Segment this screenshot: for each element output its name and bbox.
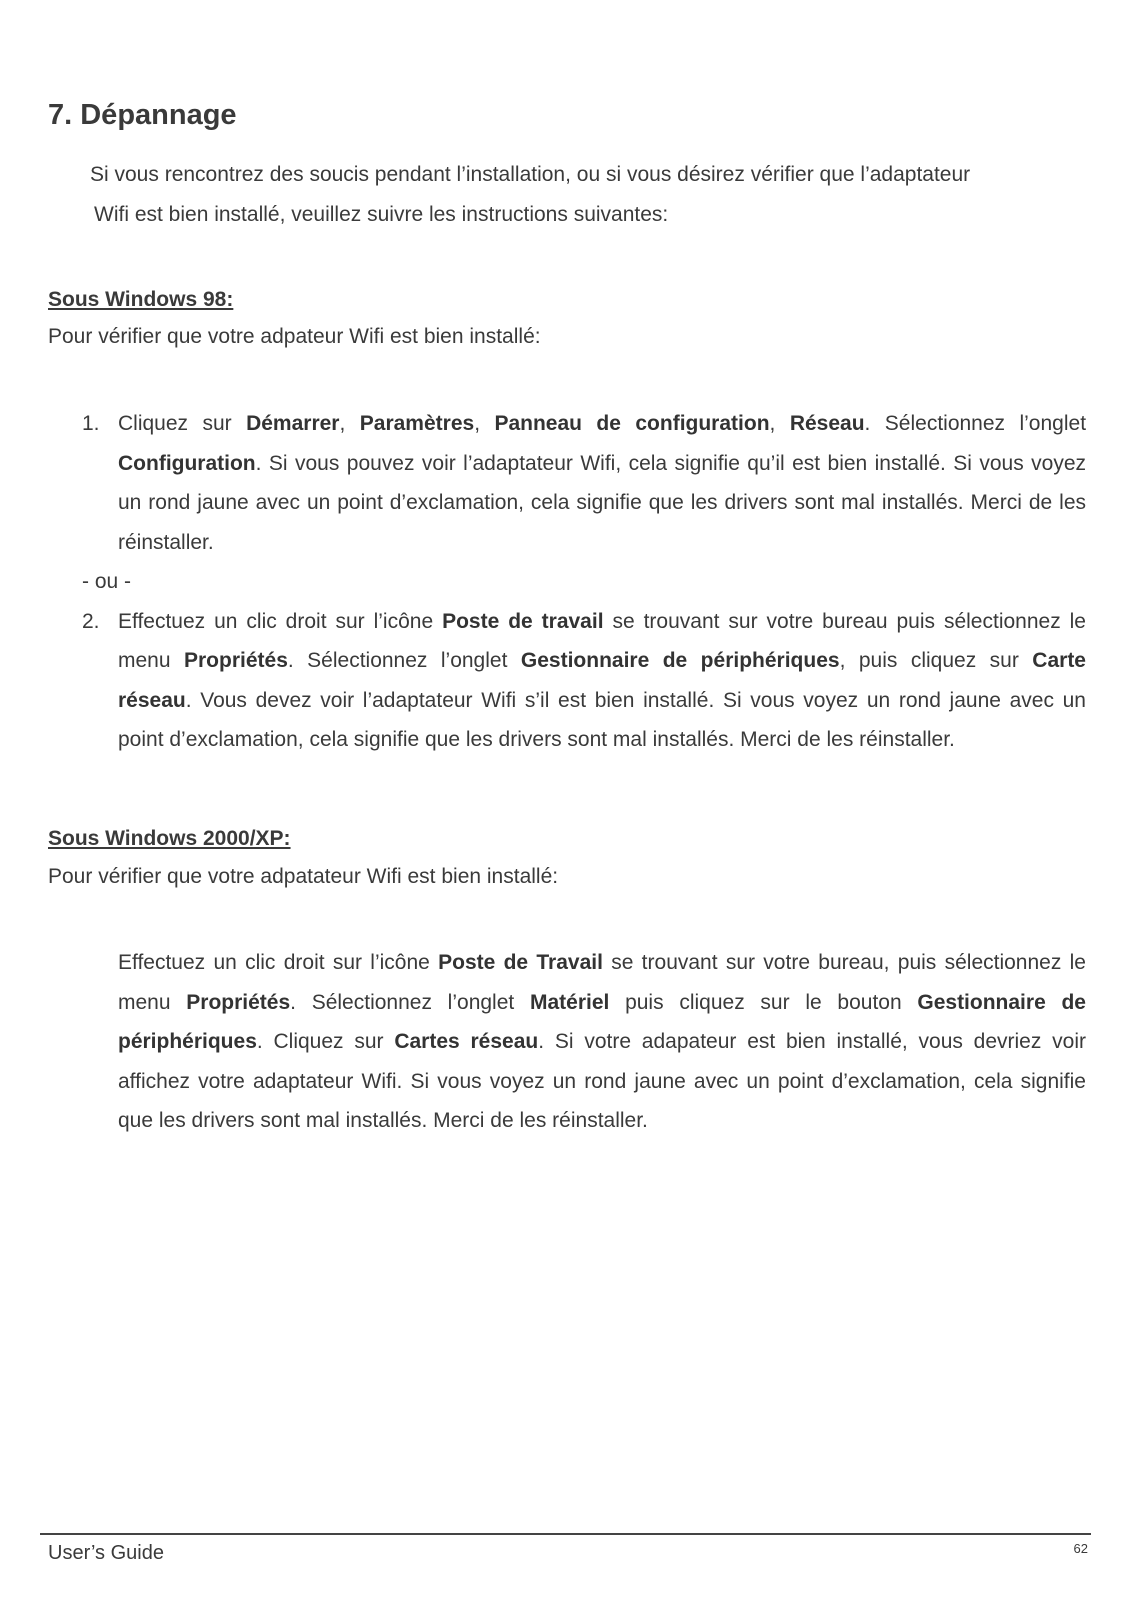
step-bold: Panneau de configuration bbox=[494, 412, 770, 435]
body-text: Effectuez un clic droit sur l’icône bbox=[118, 951, 439, 974]
step-text: , bbox=[474, 412, 495, 435]
or-separator: - ou - bbox=[82, 570, 132, 593]
body-text: . Cliquez sur bbox=[256, 1030, 395, 1053]
windows-98-steps bbox=[82, 404, 1086, 760]
step-text: . Sélectionnez l’onglet bbox=[864, 412, 1087, 435]
step-number: 1. bbox=[82, 412, 100, 435]
list-item bbox=[82, 404, 1086, 562]
step-text: Cliquez sur bbox=[118, 412, 247, 435]
windows-98-lead: Pour vérifier que votre adpateur Wifi est bien installé: bbox=[48, 325, 541, 348]
body-text: . Sélectionnez l’onglet bbox=[290, 990, 530, 1014]
body-bold: Propriétés bbox=[186, 990, 291, 1014]
step-bold: Paramètres bbox=[359, 412, 475, 435]
step-bold: Carte réseau bbox=[118, 649, 1086, 712]
step-bold: Démarrer bbox=[246, 412, 340, 435]
page-number: 62 bbox=[1073, 1541, 1088, 1556]
step-number: 2. bbox=[82, 609, 100, 633]
body-text: . Si votre adapateur est bien installé, vous devriez voir affichez votre adaptateur Wifi. Si vous voyez un rond jaune avec un point d’exclamation, cela signifie que les drivers sont mal installés. Merci de les réinstaller. bbox=[118, 1030, 1087, 1132]
intro-line-1: Si vous rencontrez des soucis pendant l’installation, ou si vous désirez vérifier que l’adaptateur bbox=[90, 163, 971, 186]
body-bold: Gestionnaire de périphériques bbox=[118, 990, 1086, 1053]
step-bold: Réseau bbox=[789, 412, 865, 435]
intro-paragraph bbox=[90, 155, 1086, 235]
step-bold: Configuration bbox=[118, 451, 256, 475]
body-text: puis cliquez sur le bouton bbox=[609, 990, 918, 1014]
windows-2000-body bbox=[118, 943, 1086, 1141]
page-title: 7. Dépannage bbox=[48, 99, 237, 131]
windows-98-heading: Sous Windows 98: bbox=[48, 288, 234, 311]
body-bold: Poste de Travail bbox=[438, 951, 603, 974]
windows-2000-heading: Sous Windows 2000/XP: bbox=[48, 827, 291, 850]
step-text: . Sélectionnez l’onglet bbox=[287, 649, 521, 672]
step-text: se trouvant sur votre bureau puis sélectionnez le menu bbox=[118, 609, 1086, 672]
step-bold: Propriétés bbox=[184, 649, 288, 672]
footer-divider bbox=[40, 1533, 1091, 1535]
step-bold: Gestionnaire de périphériques bbox=[520, 649, 840, 672]
footer-label: User’s Guide bbox=[48, 1542, 164, 1564]
step-text: . Si vous pouvez voir l’adaptateur Wifi, cela signifie qu’il est bien installé. Si vous voyez un rond jaune avec un point d’exclamation, cela signifie que les drivers sont mal installés. Merci de les réinstaller. bbox=[118, 451, 1086, 554]
step-text: Effectuez un clic droit sur l’icône bbox=[118, 609, 443, 633]
windows-2000-lead: Pour vérifier que votre adpatateur Wifi est bien installé: bbox=[48, 865, 559, 888]
body-bold: Cartes réseau bbox=[394, 1030, 539, 1053]
intro-line-2: Wifi est bien installé, veuillez suivre les instructions suivantes: bbox=[94, 203, 669, 226]
step-bold: Poste de travail bbox=[442, 609, 604, 633]
step-text: . Vous devez voir l’adaptateur Wifi s’il est bien installé. Si vous voyez un rond jaune avec un point d’exclamation, cela signifie que les drivers sont mal installés. Merci de les réinstaller. bbox=[118, 688, 1086, 751]
body-bold: Matériel bbox=[529, 990, 610, 1014]
body-text: se trouvant sur votre bureau, puis sélectionnez le menu bbox=[118, 951, 1086, 1014]
step-text: , puis cliquez sur bbox=[839, 649, 1033, 672]
step-text: , bbox=[339, 412, 360, 435]
list-item bbox=[82, 602, 1086, 760]
step-text: , bbox=[769, 412, 790, 435]
